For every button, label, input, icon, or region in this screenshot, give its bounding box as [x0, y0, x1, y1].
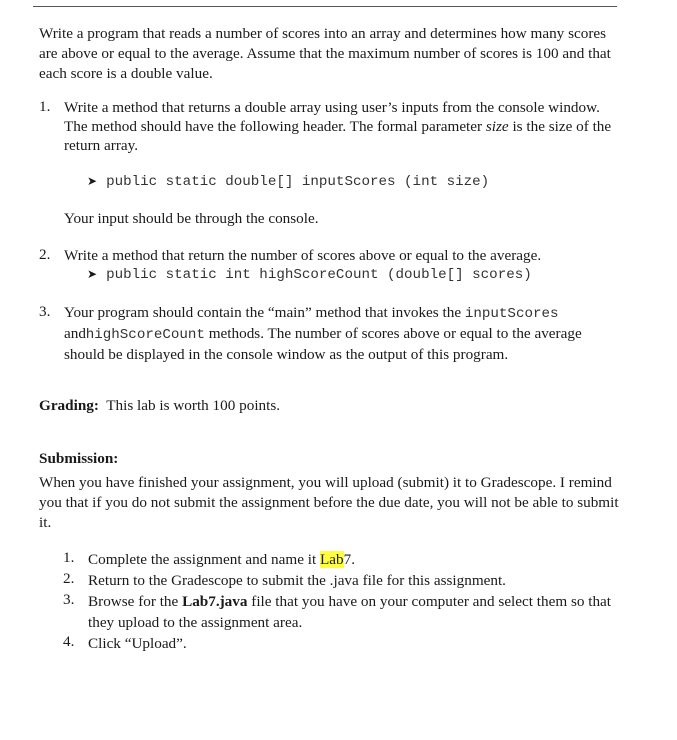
submission-paragraph: When you have finished your assignment, you will upload (submit) it to Gradescope. I remind you that if you do not submit the assignment before the due date, you will not be able to submit it. [39, 474, 619, 531]
top-rule [33, 6, 617, 7]
item-1-note: Your input should be through the console. [64, 210, 319, 227]
item-3-text: Your program should contain the “main” method that invokes the inputScores and highScoreCount methods. The number of scores above or equal to the average should be displayed in the console window as the output of this program. [64, 304, 582, 363]
item-1-code: public static double[] inputScores (int size) [106, 174, 490, 190]
arrow-bullet-icon: ➤ [87, 267, 98, 281]
item-2-code: public static int highScoreCount (double[] scores) [106, 267, 532, 283]
item-3-code-b: highScoreCount [85, 327, 205, 343]
arrow-bullet-icon: ➤ [87, 174, 98, 188]
step-3-text: Browse for the Lab7.java file that you have on your computer and select them so that they upload to the assignment area. [88, 593, 612, 631]
item-1-number: 1. [39, 98, 51, 115]
highlighted-lab: Lab [319, 551, 344, 568]
grading-line [39, 396, 619, 416]
item-2-number: 2. [39, 246, 51, 263]
step-3-number: 3. [63, 591, 75, 608]
step-2-number: 2. [63, 570, 75, 587]
grading-label: Grading: [39, 397, 99, 414]
step-4-number: 4. [63, 633, 75, 650]
step-4-text: Click “Upload”. [88, 635, 187, 652]
intro-paragraph: Write a program that reads a number of scores into an array and determines how many scores are above or equal to the average. Assume that the maximum number of scores is 100 and that each score is a double value. [39, 25, 611, 82]
lab7-filename: Lab7.java [182, 593, 248, 610]
item-2-code-line [87, 265, 532, 283]
item-2-text: Write a method that return the number of scores above or equal to the average. [64, 247, 542, 264]
step-1-number: 1. [63, 549, 75, 566]
grading-text: This lab is worth 100 points. [106, 397, 281, 414]
item-1-emphasis: size [485, 118, 509, 135]
item-1-text: Write a method that returns a double array using user’s inputs from the console window. The method should have the following header. The formal parameter size is the size of the return array. [64, 99, 612, 154]
item-1-code-line [87, 172, 489, 190]
step-1-text: Complete the assignment and name it Lab7. [88, 551, 355, 568]
submission-heading: Submission: [39, 450, 119, 467]
item-3-code-a: inputScores [464, 306, 559, 322]
step-2-text: Return to the Gradescope to submit the .java file for this assignment. [88, 572, 506, 589]
item-3-number: 3. [39, 303, 51, 320]
